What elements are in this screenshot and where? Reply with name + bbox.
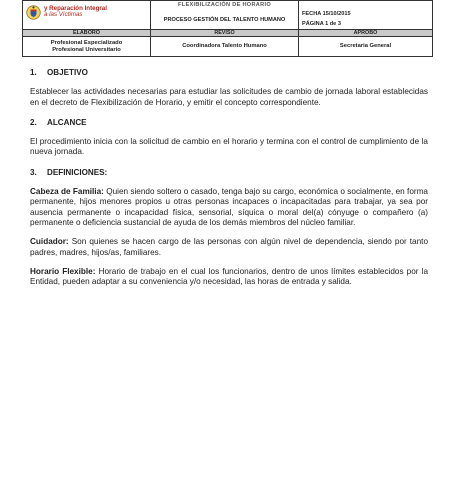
section-title: OBJETIVO [47, 68, 88, 77]
document-title-cell [151, 1, 299, 30]
elaboro-role-1: Profesional Especializado [50, 39, 123, 46]
definition-text: Horario de trabajo en el cual los funcionarios, dentro de unos límites establecidos por la Entidad, pueden adaptar a su conveniencia y/o necesidad, las horas de entrada y salida. [30, 266, 428, 287]
section-objetivo-heading [30, 68, 428, 78]
definition-cuidador [30, 237, 428, 258]
section-definiciones-heading [30, 168, 428, 178]
entity-logo [26, 5, 147, 20]
reviso-header: REVISÓ [151, 30, 299, 37]
section-number: 1. [30, 68, 37, 77]
section-title: ALCANCE [47, 117, 87, 127]
section-number: 2. [30, 117, 37, 127]
definition-horario-flexible [30, 267, 428, 288]
process-name: PROCESO GESTIÓN DEL TALENTO HUMANO [163, 16, 286, 23]
logo-cell [23, 1, 151, 30]
reviso-value: Coordinadora Talento Humano [151, 37, 299, 57]
document-header-table [22, 0, 433, 57]
document-body [30, 68, 428, 287]
definition-cabeza-de-familia [30, 187, 428, 228]
document-title: FLEXIBILIZACIÓN DE HORARIO [178, 1, 271, 8]
section-alcance-heading [30, 118, 428, 128]
definition-text: Quien siendo soltero o casado, tenga bajo su cargo, económica o socialmente, en forma permanente, hijos menores propios u otras personas incapaces o incapacitadas para trabajar, ya sea por ausencia permanente o incapacidad física, sensorial, síquica o moral del(a) cónyuge o compañero (a) permanente o deficiencia sustancial de ayuda de los demás miembros del núcleo familiar. [30, 187, 428, 227]
logo-line-1: y Reparación Integral [44, 4, 107, 12]
elaboro-value [23, 37, 151, 57]
logo-line-2: a las Víctimas [44, 11, 83, 18]
definition-term: Horario Flexible: [30, 266, 96, 276]
alcance-text: El procedimiento inicia con la solicitud de cambio en el horario y termina con el control de cumplimiento de la nueva jornada. [30, 137, 428, 157]
document-meta-cell [299, 1, 433, 30]
section-number: 3. [30, 167, 37, 177]
elaboro-role-2: Profesional Universitario [52, 46, 121, 53]
page-number: PÁGINA 1 de 3 [302, 21, 341, 27]
definition-term: Cabeza de Familia: [30, 187, 104, 197]
objetivo-text: Establecer las actividades necesarias para estudiar las solicitudes de cambio de jornada laboral establecidas en el decreto de Flexibilización de Horario, y emitir el concepto correspondiente. [30, 87, 428, 107]
elaboro-header: ELABORÓ [23, 30, 151, 37]
section-title: DEFINICIONES: [47, 167, 108, 177]
coat-of-arms-icon [26, 5, 41, 20]
document-date: FECHA 15/10/2015 [302, 11, 351, 17]
aprobo-value: Secretaria General [299, 37, 433, 57]
aprobo-header: APROBÓ [299, 30, 433, 37]
definition-term: Cuidador: [30, 237, 69, 247]
definition-text: Son quienes se hacen cargo de las personas con algún nivel de dependencia, siendo por tanto padres, madres, hijos/as, familiares. [30, 237, 428, 257]
